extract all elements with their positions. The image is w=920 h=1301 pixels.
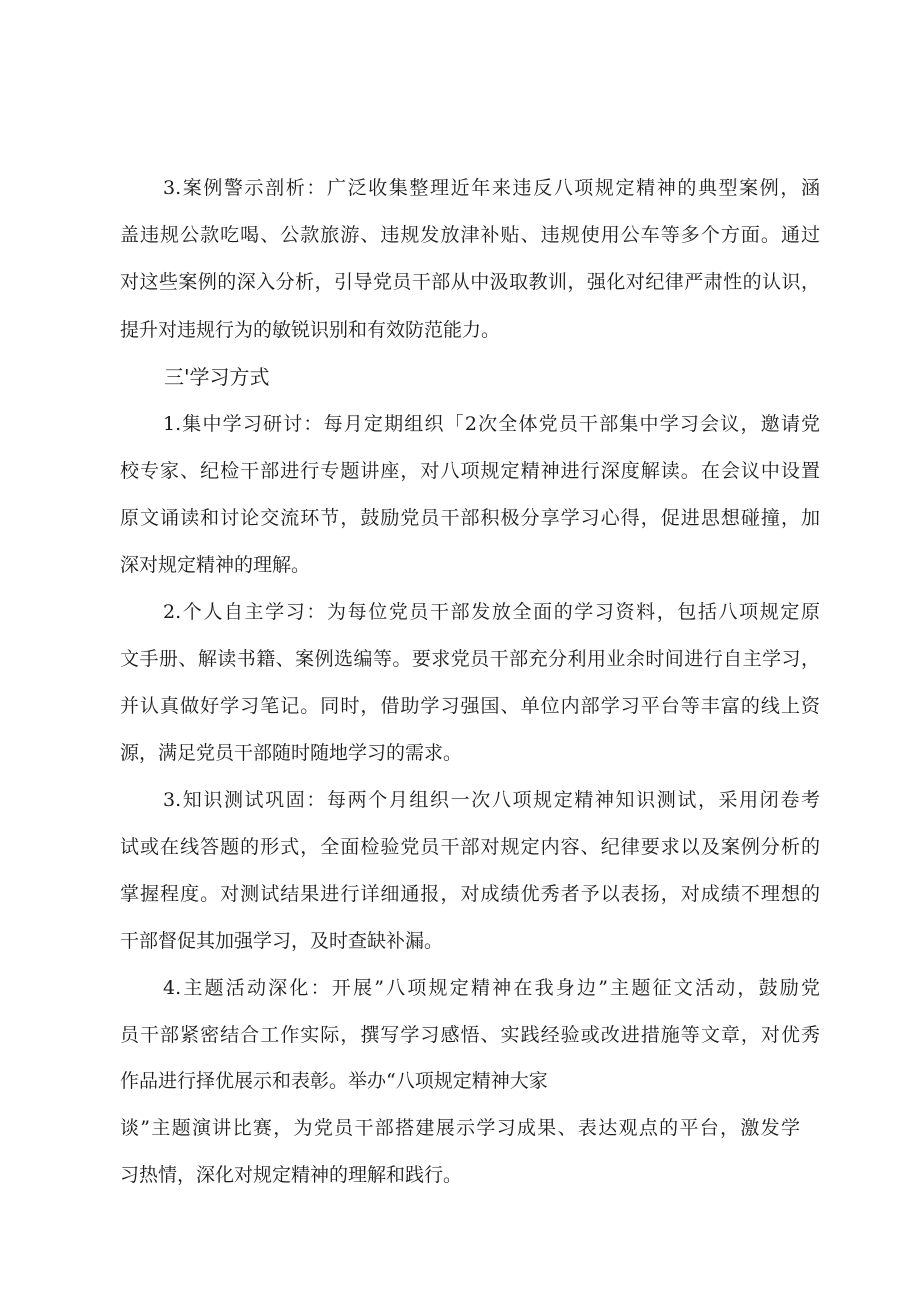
paragraph-line: 1.集中学习研讨：每月定期组织「2次全体党员干部集中学习会议，邀请党 (163, 413, 820, 435)
paragraph-line: 盖违规公款吃喝、公款旅游、违规发放津补贴、违规使用公车等多个方面。通过 (120, 224, 820, 246)
section-heading: 三'学习方式 (164, 365, 270, 389)
paragraph-line: 3.知识测试巩固：每两个月组织一次八项规定精神知识测试，采用闭卷考 (163, 789, 820, 811)
paragraph-line: 员干部紧密结合工作实际，撰写学习感悟、实践经验或改进措施等文章，对优秀 (120, 1024, 820, 1046)
paragraph-line: 作品进行择优展示和表彰。举办“八项规定精神大家 (120, 1070, 548, 1092)
paragraph-line: 谈”主题演讲比赛，为党员干部搭建展示学习成果、表达观点的平台，激发学 (120, 1117, 800, 1139)
paragraph-line: 源，满足党员干部随时随地学习的需求。 (120, 742, 463, 764)
paragraph-line: 文手册、解读书籍、案例选编等。要求党员干部充分利用业余时间进行自主学习， (120, 648, 820, 670)
paragraph-line: 4.主题活动深化：开展”八项规定精神在我身边”主题征文活动，鼓励党 (163, 977, 820, 999)
paragraph-line: 掌握程度。对测试结果进行详细通报，对成绩优秀者予以表扬，对成绩不理想的 (120, 883, 820, 905)
paragraph-line: 习热情，深化对规定精神的理解和践行。 (120, 1164, 463, 1186)
paragraph-line: 3.案例警示剖析：广泛收集整理近年来违反八项规定精神的典型案例，涵 (163, 177, 820, 199)
paragraph-line: 2.个人自主学习：为每位党员干部发放全面的学习资料，包括八项规定原 (163, 601, 820, 623)
paragraph-line: 对这些案例的深入分析，引导党员干部从中汲取教训，强化对纪律严肃性的认识， (120, 271, 820, 293)
paragraph-line: 校专家、纪检干部进行专题讲座，对八项规定精神进行深度解读。在会议中设置 (120, 460, 820, 482)
paragraph-line: 原文诵读和讨论交流环节，鼓励党员干部积极分享学习心得，促进思想碰撞，加 (120, 507, 820, 529)
paragraph-line: 并认真做好学习笔记。同时，借助学习强国、单位内部学习平台等丰富的线上资 (120, 695, 820, 717)
paragraph-line: 提升对违规行为的敏锐识别和有效防范能力。 (120, 319, 501, 341)
paragraph-line: 干部督促其加强学习，及时查缺补漏。 (120, 930, 444, 952)
paragraph-line: 深对规定精神的理解。 (120, 554, 311, 576)
paragraph-line: 试或在线答题的形式，全面检验党员干部对规定内容、纪律要求以及案例分析的 (120, 836, 820, 858)
